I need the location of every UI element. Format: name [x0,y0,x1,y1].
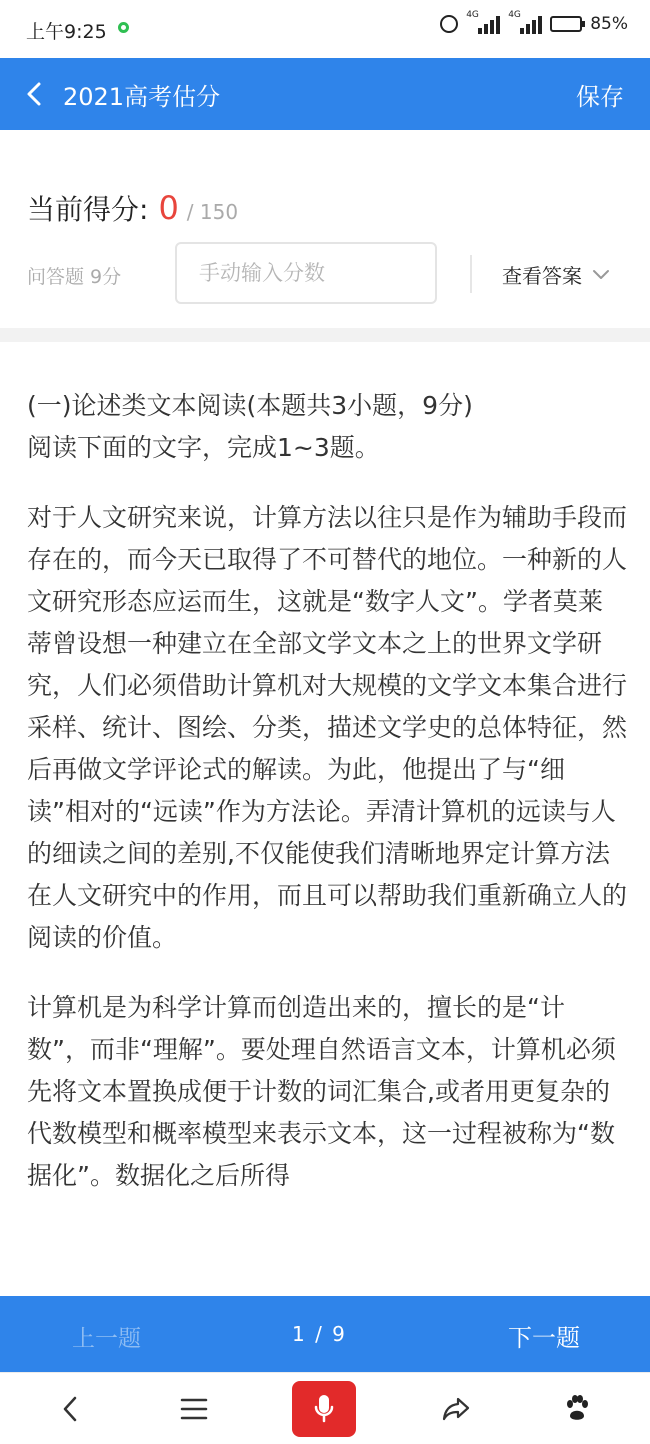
next-question-button[interactable]: 下一题 [508,1324,580,1352]
paragraph: 对于人文研究来说，计算方法以往只是作为辅助手段而存在的，而今天已取得了不可替代的地位。一种新的人文研究形态应运而生，这就是“数字人文”。学者莫莱蒂曾设想一种建立在全部文学文本之上的世界文学研究，人们必须借助计算机对大规模的文学文本集合进行采样、统计、图绘、分类，描述文学史的总体特征，然后再做文学评论式的解读。为此，他提出了与“细读”相对的“远读”作为方法论。弄清计算机的远读与人的细读之间的差别,不仅能使我们清晰地界定计算方法在人文研究中的作用，而且可以帮助我们重新确立人的阅读的价值。 [27,503,628,952]
score-label: 当前得分: [27,193,149,226]
battery-percent: 85% [590,14,628,34]
menu-icon[interactable] [172,1387,216,1431]
signal-icon-2 [508,10,542,34]
section-heading: (一)论述类文本阅读(本题共3小题，9分) [27,391,473,420]
section-divider [0,328,650,342]
status-time: 上午9:25 [26,21,107,43]
instruction-text: 阅读下面的文字，完成1~3题。 [27,433,380,462]
current-score [27,188,238,228]
status-indicator-icon [118,22,129,33]
paw-icon[interactable] [555,1387,599,1431]
view-answer-button[interactable] [502,260,610,289]
battery-icon [550,16,582,32]
status-right [440,10,628,34]
question-pager [0,1296,650,1372]
signal-icon [466,10,500,34]
alarm-icon [440,15,458,33]
back-icon[interactable] [48,1387,92,1431]
prev-question-button[interactable]: 上一题 [72,1326,141,1352]
paragraph: 计算机是为科学计算而创造出来的，擅长的是“计数”，而非“理解”。要处理自然语言文本，计算机必须先将文本置换成便于计数的词汇集合,或者用更复杂的代数模型和概率模型来表示文本，这一过程被称为“数据化”。数据化之后所得 [27,993,616,1190]
score-value: 0 [158,189,179,227]
question-type-label: 问答题 9分 [27,266,122,288]
header-bar [0,58,650,130]
score-panel [0,130,650,328]
view-answer-label: 查看答案 [502,264,582,288]
network-tag-2: 4G [508,10,521,20]
question-content [27,385,627,1197]
network-tag: 4G [466,10,479,20]
divider [470,255,472,293]
page-title: 2021高考估分 [63,83,221,111]
browser-toolbar [0,1372,650,1444]
status-bar [0,0,650,58]
score-total: / 150 [186,200,239,224]
save-button[interactable]: 保存 [576,83,624,111]
microphone-icon[interactable] [292,1381,356,1437]
back-icon[interactable] [20,80,48,108]
page-indicator: 1 / 9 [292,1322,347,1346]
share-icon[interactable] [434,1387,478,1431]
score-input[interactable] [175,242,437,304]
chevron-down-icon [592,269,610,281]
